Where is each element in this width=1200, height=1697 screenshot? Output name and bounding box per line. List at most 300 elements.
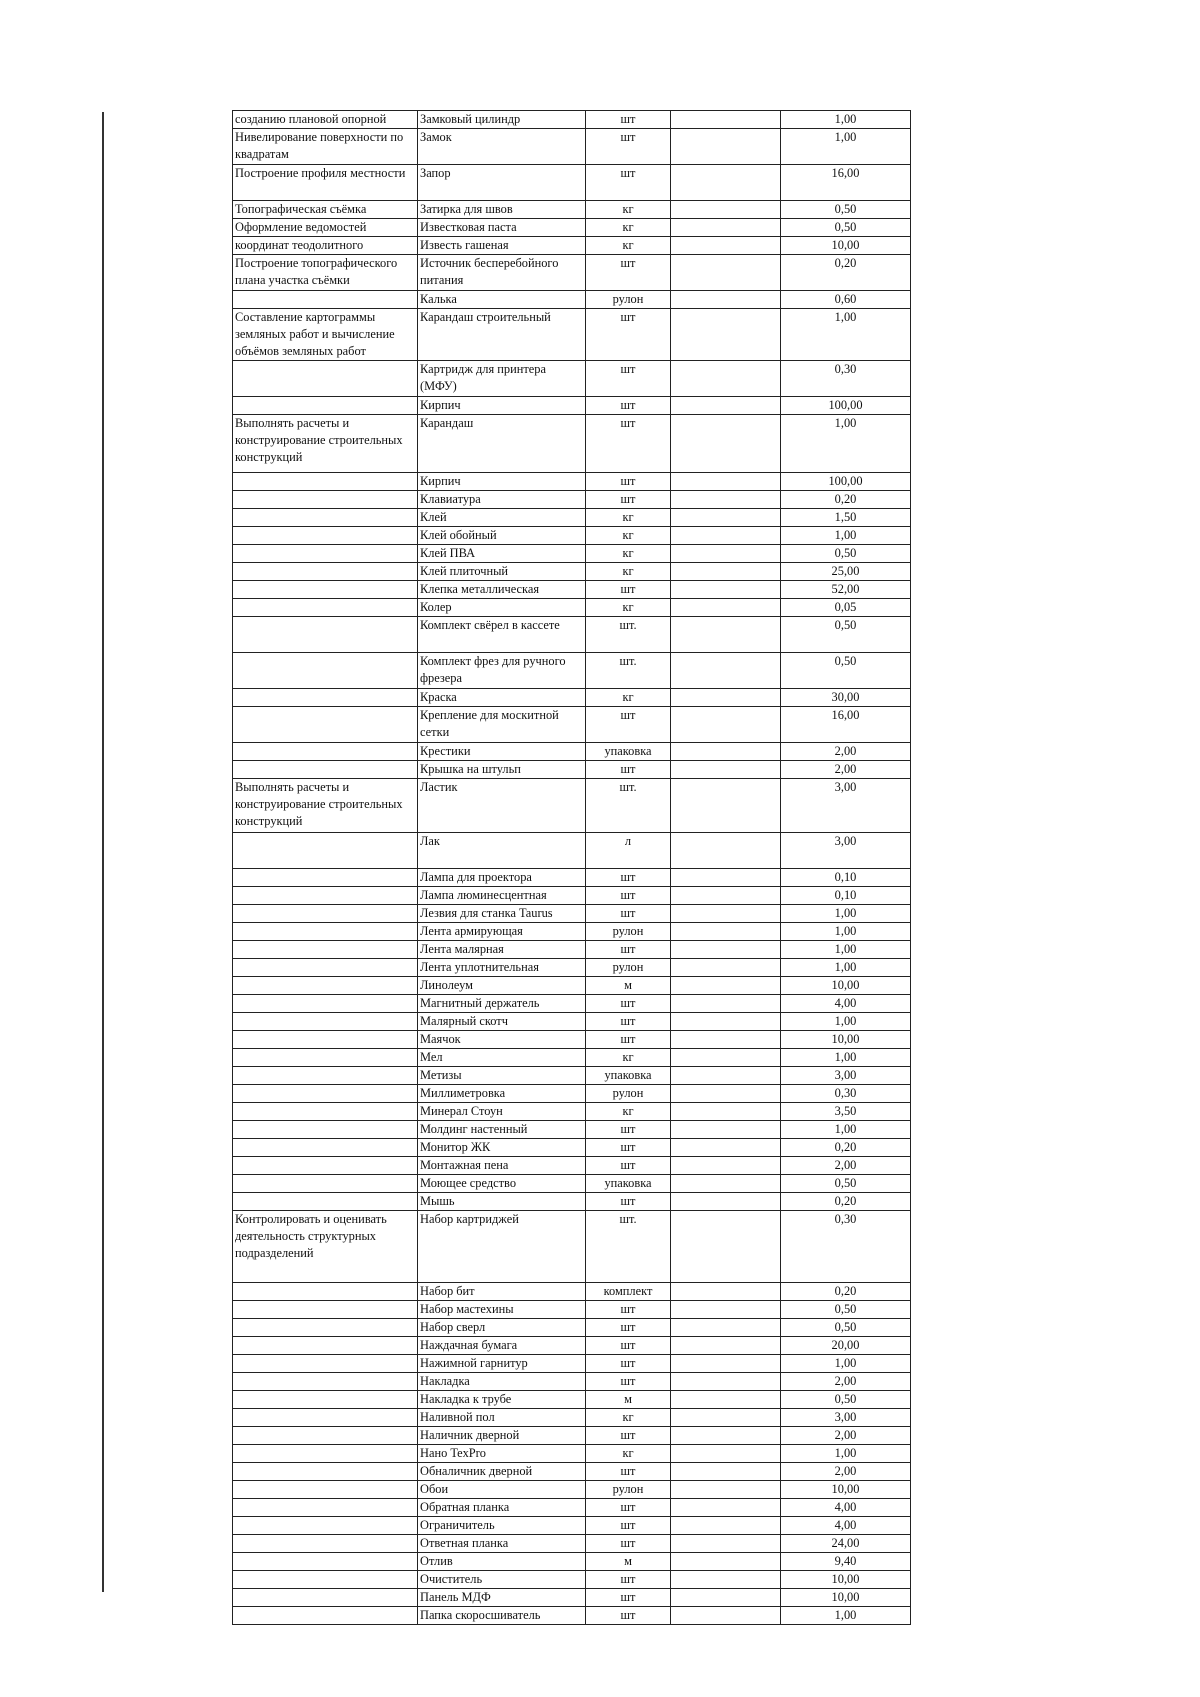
- material-cell: Лампа люминесцентная: [418, 887, 586, 905]
- material-cell: Крышка на штульп: [418, 761, 586, 779]
- activity-cell: [233, 1049, 418, 1067]
- quantity-cell: 0,10: [781, 869, 911, 887]
- empty-cell: [671, 1373, 781, 1391]
- unit-cell: кг: [586, 201, 671, 219]
- empty-cell: [671, 255, 781, 291]
- quantity-cell: 1,00: [781, 923, 911, 941]
- table-row: [233, 473, 911, 491]
- unit-cell: кг: [586, 219, 671, 237]
- activity-cell: [233, 1157, 418, 1175]
- activity-cell: координат теодолитного: [233, 237, 418, 255]
- quantity-cell: 1,00: [781, 1121, 911, 1139]
- quantity-cell: 9,40: [781, 1553, 911, 1571]
- empty-cell: [671, 1445, 781, 1463]
- empty-cell: [671, 977, 781, 995]
- material-cell: Метизы: [418, 1067, 586, 1085]
- activity-cell: Оформление ведомостей: [233, 219, 418, 237]
- empty-cell: [671, 689, 781, 707]
- activity-cell: [233, 1571, 418, 1589]
- activity-cell: [233, 995, 418, 1013]
- activity-cell: Выполнять расчеты и конструирование строительных конструкций: [233, 415, 418, 473]
- material-cell: Клавиатура: [418, 491, 586, 509]
- empty-cell: [671, 1013, 781, 1031]
- empty-cell: [671, 1121, 781, 1139]
- quantity-cell: 0,20: [781, 1139, 911, 1157]
- material-cell: Наждачная бумага: [418, 1337, 586, 1355]
- unit-cell: шт: [586, 707, 671, 743]
- quantity-cell: 1,00: [781, 1607, 911, 1625]
- quantity-cell: 100,00: [781, 473, 911, 491]
- table-row: [233, 1283, 911, 1301]
- unit-cell: кг: [586, 563, 671, 581]
- left-margin-line: [102, 112, 104, 1592]
- empty-cell: [671, 509, 781, 527]
- activity-cell: [233, 1481, 418, 1499]
- table-row: [233, 1085, 911, 1103]
- quantity-cell: 3,00: [781, 1409, 911, 1427]
- empty-cell: [671, 1535, 781, 1553]
- empty-cell: [671, 707, 781, 743]
- activity-cell: [233, 1103, 418, 1121]
- quantity-cell: 0,10: [781, 887, 911, 905]
- unit-cell: шт: [586, 887, 671, 905]
- material-cell: Клей ПВА: [418, 545, 586, 563]
- activity-cell: Нивелирование поверхности по квадратам: [233, 129, 418, 165]
- table-row: [233, 1103, 911, 1121]
- material-cell: Ограничитель: [418, 1517, 586, 1535]
- material-cell: Обратная планка: [418, 1499, 586, 1517]
- activity-cell: [233, 617, 418, 653]
- empty-cell: [671, 165, 781, 201]
- table-row: [233, 617, 911, 653]
- unit-cell: кг: [586, 689, 671, 707]
- material-cell: Мышь: [418, 1193, 586, 1211]
- table-row: [233, 219, 911, 237]
- activity-cell: [233, 1373, 418, 1391]
- quantity-cell: 1,00: [781, 527, 911, 545]
- material-cell: Линолеум: [418, 977, 586, 995]
- table-row: [233, 111, 911, 129]
- material-cell: Лента уплотнительная: [418, 959, 586, 977]
- empty-cell: [671, 1571, 781, 1589]
- table-row: [233, 833, 911, 869]
- table-row: [233, 201, 911, 219]
- unit-cell: комплект: [586, 1283, 671, 1301]
- materials-table-body: [233, 111, 911, 1625]
- empty-cell: [671, 1607, 781, 1625]
- unit-cell: рулон: [586, 959, 671, 977]
- empty-cell: [671, 1463, 781, 1481]
- unit-cell: л: [586, 833, 671, 869]
- unit-cell: шт.: [586, 1211, 671, 1283]
- activity-cell: [233, 959, 418, 977]
- activity-cell: [233, 1409, 418, 1427]
- unit-cell: шт: [586, 1337, 671, 1355]
- empty-cell: [671, 1481, 781, 1499]
- material-cell: Ответная планка: [418, 1535, 586, 1553]
- quantity-cell: 0,50: [781, 1391, 911, 1409]
- activity-cell: Построение топографического плана участка съёмки: [233, 255, 418, 291]
- quantity-cell: 3,50: [781, 1103, 911, 1121]
- table-row: [233, 509, 911, 527]
- material-cell: Монитор ЖК: [418, 1139, 586, 1157]
- unit-cell: шт: [586, 1121, 671, 1139]
- activity-cell: [233, 473, 418, 491]
- material-cell: Лента армирующая: [418, 923, 586, 941]
- activity-cell: [233, 1139, 418, 1157]
- material-cell: Набор бит: [418, 1283, 586, 1301]
- activity-cell: созданию плановой опорной: [233, 111, 418, 129]
- table-row: [233, 527, 911, 545]
- material-cell: Папка скоросшиватель: [418, 1607, 586, 1625]
- unit-cell: шт: [586, 581, 671, 599]
- material-cell: Мел: [418, 1049, 586, 1067]
- quantity-cell: 24,00: [781, 1535, 911, 1553]
- unit-cell: упаковка: [586, 1067, 671, 1085]
- activity-cell: [233, 1499, 418, 1517]
- quantity-cell: 0,30: [781, 361, 911, 397]
- activity-cell: [233, 833, 418, 869]
- material-cell: Известь гашеная: [418, 237, 586, 255]
- empty-cell: [671, 309, 781, 361]
- material-cell: Комплект фрез для ручного фрезера: [418, 653, 586, 689]
- empty-cell: [671, 761, 781, 779]
- empty-cell: [671, 779, 781, 833]
- quantity-cell: 0,50: [781, 653, 911, 689]
- activity-cell: [233, 689, 418, 707]
- unit-cell: рулон: [586, 291, 671, 309]
- unit-cell: шт: [586, 761, 671, 779]
- quantity-cell: 1,00: [781, 1445, 911, 1463]
- empty-cell: [671, 1139, 781, 1157]
- table-row: [233, 599, 911, 617]
- unit-cell: шт: [586, 1535, 671, 1553]
- empty-cell: [671, 869, 781, 887]
- quantity-cell: 0,20: [781, 491, 911, 509]
- material-cell: Затирка для швов: [418, 201, 586, 219]
- unit-cell: шт: [586, 1013, 671, 1031]
- materials-table: [232, 110, 911, 1625]
- empty-cell: [671, 1427, 781, 1445]
- quantity-cell: 0,50: [781, 201, 911, 219]
- quantity-cell: 10,00: [781, 237, 911, 255]
- table-row: [233, 707, 911, 743]
- unit-cell: шт: [586, 1427, 671, 1445]
- empty-cell: [671, 1391, 781, 1409]
- unit-cell: упаковка: [586, 1175, 671, 1193]
- material-cell: Комплект свёрел в кассете: [418, 617, 586, 653]
- table-row: [233, 1409, 911, 1427]
- unit-cell: шт: [586, 1517, 671, 1535]
- empty-cell: [671, 833, 781, 869]
- material-cell: Наличник дверной: [418, 1427, 586, 1445]
- material-cell: Молдинг настенный: [418, 1121, 586, 1139]
- quantity-cell: 1,00: [781, 415, 911, 473]
- empty-cell: [671, 1031, 781, 1049]
- activity-cell: [233, 1031, 418, 1049]
- empty-cell: [671, 923, 781, 941]
- activity-cell: [233, 653, 418, 689]
- quantity-cell: 0,20: [781, 1193, 911, 1211]
- unit-cell: шт: [586, 491, 671, 509]
- unit-cell: шт: [586, 941, 671, 959]
- unit-cell: шт: [586, 869, 671, 887]
- empty-cell: [671, 291, 781, 309]
- activity-cell: [233, 1589, 418, 1607]
- activity-cell: [233, 491, 418, 509]
- unit-cell: кг: [586, 1445, 671, 1463]
- quantity-cell: 10,00: [781, 1589, 911, 1607]
- unit-cell: шт: [586, 473, 671, 491]
- material-cell: Запор: [418, 165, 586, 201]
- activity-cell: [233, 397, 418, 415]
- quantity-cell: 1,00: [781, 129, 911, 165]
- empty-cell: [671, 527, 781, 545]
- unit-cell: кг: [586, 545, 671, 563]
- quantity-cell: 0,50: [781, 545, 911, 563]
- quantity-cell: 16,00: [781, 707, 911, 743]
- quantity-cell: 2,00: [781, 1373, 911, 1391]
- quantity-cell: 4,00: [781, 995, 911, 1013]
- table-row: [233, 1301, 911, 1319]
- material-cell: Очиститель: [418, 1571, 586, 1589]
- quantity-cell: 52,00: [781, 581, 911, 599]
- activity-cell: [233, 545, 418, 563]
- empty-cell: [671, 563, 781, 581]
- quantity-cell: 0,30: [781, 1211, 911, 1283]
- material-cell: Набор мастехины: [418, 1301, 586, 1319]
- table-row: [233, 1535, 911, 1553]
- quantity-cell: 1,00: [781, 941, 911, 959]
- table-row: [233, 689, 911, 707]
- material-cell: Карандаш строительный: [418, 309, 586, 361]
- unit-cell: шт: [586, 1373, 671, 1391]
- table-row: [233, 1553, 911, 1571]
- quantity-cell: 16,00: [781, 165, 911, 201]
- activity-cell: [233, 1427, 418, 1445]
- empty-cell: [671, 1193, 781, 1211]
- empty-cell: [671, 653, 781, 689]
- empty-cell: [671, 1319, 781, 1337]
- table-row: [233, 1391, 911, 1409]
- quantity-cell: 100,00: [781, 397, 911, 415]
- material-cell: Нано TexPro: [418, 1445, 586, 1463]
- table-row: [233, 1607, 911, 1625]
- empty-cell: [671, 129, 781, 165]
- empty-cell: [671, 1283, 781, 1301]
- material-cell: Лак: [418, 833, 586, 869]
- unit-cell: рулон: [586, 923, 671, 941]
- material-cell: Миллиметровка: [418, 1085, 586, 1103]
- table-row: [233, 1373, 911, 1391]
- quantity-cell: 0,20: [781, 255, 911, 291]
- table-row: [233, 1589, 911, 1607]
- empty-cell: [671, 1103, 781, 1121]
- table-row: [233, 1139, 911, 1157]
- table-row: [233, 941, 911, 959]
- table-row: [233, 1211, 911, 1283]
- quantity-cell: 1,00: [781, 1049, 911, 1067]
- empty-cell: [671, 743, 781, 761]
- material-cell: Набор сверл: [418, 1319, 586, 1337]
- activity-cell: [233, 361, 418, 397]
- empty-cell: [671, 201, 781, 219]
- unit-cell: м: [586, 1553, 671, 1571]
- empty-cell: [671, 617, 781, 653]
- table-row: [233, 995, 911, 1013]
- empty-cell: [671, 473, 781, 491]
- activity-cell: Контролировать и оценивать деятельность структурных подразделений: [233, 1211, 418, 1283]
- material-cell: Ластик: [418, 779, 586, 833]
- quantity-cell: 0,50: [781, 617, 911, 653]
- unit-cell: шт.: [586, 617, 671, 653]
- quantity-cell: 3,00: [781, 833, 911, 869]
- empty-cell: [671, 397, 781, 415]
- empty-cell: [671, 959, 781, 977]
- material-cell: Крепление для москитной сетки: [418, 707, 586, 743]
- table-row: [233, 977, 911, 995]
- unit-cell: шт: [586, 129, 671, 165]
- table-row: [233, 1571, 911, 1589]
- table-row: [233, 1175, 911, 1193]
- material-cell: Крестики: [418, 743, 586, 761]
- quantity-cell: 1,00: [781, 309, 911, 361]
- activity-cell: [233, 563, 418, 581]
- empty-cell: [671, 1175, 781, 1193]
- unit-cell: кг: [586, 509, 671, 527]
- unit-cell: кг: [586, 1103, 671, 1121]
- quantity-cell: 2,00: [781, 1157, 911, 1175]
- material-cell: Лента малярная: [418, 941, 586, 959]
- material-cell: Известковая паста: [418, 219, 586, 237]
- empty-cell: [671, 887, 781, 905]
- activity-cell: [233, 977, 418, 995]
- table-row: [233, 1463, 911, 1481]
- empty-cell: [671, 545, 781, 563]
- quantity-cell: 10,00: [781, 1031, 911, 1049]
- quantity-cell: 4,00: [781, 1499, 911, 1517]
- empty-cell: [671, 1085, 781, 1103]
- activity-cell: Выполнять расчеты и конструирование строительных конструкций: [233, 779, 418, 833]
- empty-cell: [671, 1049, 781, 1067]
- empty-cell: [671, 1355, 781, 1373]
- unit-cell: м: [586, 1391, 671, 1409]
- table-row: [233, 1445, 911, 1463]
- table-row: [233, 491, 911, 509]
- material-cell: Кирпич: [418, 473, 586, 491]
- material-cell: Колер: [418, 599, 586, 617]
- table-row: [233, 959, 911, 977]
- table-row: [233, 1499, 911, 1517]
- unit-cell: шт: [586, 1589, 671, 1607]
- empty-cell: [671, 1517, 781, 1535]
- empty-cell: [671, 491, 781, 509]
- material-cell: Магнитный держатель: [418, 995, 586, 1013]
- unit-cell: шт: [586, 397, 671, 415]
- unit-cell: шт.: [586, 779, 671, 833]
- table-row: [233, 1481, 911, 1499]
- empty-cell: [671, 1067, 781, 1085]
- material-cell: Источник бесперебойного питания: [418, 255, 586, 291]
- empty-cell: [671, 219, 781, 237]
- unit-cell: шт: [586, 1301, 671, 1319]
- quantity-cell: 1,50: [781, 509, 911, 527]
- quantity-cell: 0,50: [781, 1301, 911, 1319]
- table-row: [233, 1067, 911, 1085]
- quantity-cell: 1,00: [781, 959, 911, 977]
- activity-cell: [233, 1337, 418, 1355]
- material-cell: Малярный скотч: [418, 1013, 586, 1031]
- activity-cell: [233, 1517, 418, 1535]
- table-row: [233, 779, 911, 833]
- table-row: [233, 1013, 911, 1031]
- table-row: [233, 129, 911, 165]
- empty-cell: [671, 361, 781, 397]
- unit-cell: шт: [586, 1139, 671, 1157]
- activity-cell: [233, 1301, 418, 1319]
- empty-cell: [671, 1337, 781, 1355]
- unit-cell: шт: [586, 995, 671, 1013]
- quantity-cell: 0,50: [781, 1175, 911, 1193]
- quantity-cell: 25,00: [781, 563, 911, 581]
- empty-cell: [671, 599, 781, 617]
- material-cell: Накладка: [418, 1373, 586, 1391]
- table-row: [233, 923, 911, 941]
- quantity-cell: 0,05: [781, 599, 911, 617]
- activity-cell: [233, 707, 418, 743]
- material-cell: Замок: [418, 129, 586, 165]
- quantity-cell: 10,00: [781, 977, 911, 995]
- unit-cell: кг: [586, 1049, 671, 1067]
- table-row: [233, 1121, 911, 1139]
- activity-cell: [233, 1013, 418, 1031]
- unit-cell: шт: [586, 415, 671, 473]
- table-row: [233, 255, 911, 291]
- table-row: [233, 1157, 911, 1175]
- material-cell: Минерал Стоун: [418, 1103, 586, 1121]
- material-cell: Обналичник дверной: [418, 1463, 586, 1481]
- activity-cell: [233, 1175, 418, 1193]
- quantity-cell: 1,00: [781, 1355, 911, 1373]
- empty-cell: [671, 111, 781, 129]
- quantity-cell: 0,50: [781, 219, 911, 237]
- activity-cell: [233, 923, 418, 941]
- table-row: [233, 869, 911, 887]
- table-row: [233, 397, 911, 415]
- quantity-cell: 3,00: [781, 1067, 911, 1085]
- unit-cell: шт: [586, 309, 671, 361]
- table-row: [233, 887, 911, 905]
- activity-cell: [233, 1535, 418, 1553]
- unit-cell: шт: [586, 1571, 671, 1589]
- activity-cell: [233, 1283, 418, 1301]
- table-row: [233, 237, 911, 255]
- activity-cell: [233, 905, 418, 923]
- table-row: [233, 1193, 911, 1211]
- empty-cell: [671, 1211, 781, 1283]
- material-cell: Накладка к трубе: [418, 1391, 586, 1409]
- unit-cell: м: [586, 977, 671, 995]
- quantity-cell: 30,00: [781, 689, 911, 707]
- material-cell: Клей обойный: [418, 527, 586, 545]
- activity-cell: [233, 887, 418, 905]
- material-cell: Кирпич: [418, 397, 586, 415]
- material-cell: Обои: [418, 1481, 586, 1499]
- unit-cell: шт: [586, 1157, 671, 1175]
- material-cell: Замковый цилиндр: [418, 111, 586, 129]
- material-cell: Лезвия для станка Taurus: [418, 905, 586, 923]
- material-cell: Монтажная пена: [418, 1157, 586, 1175]
